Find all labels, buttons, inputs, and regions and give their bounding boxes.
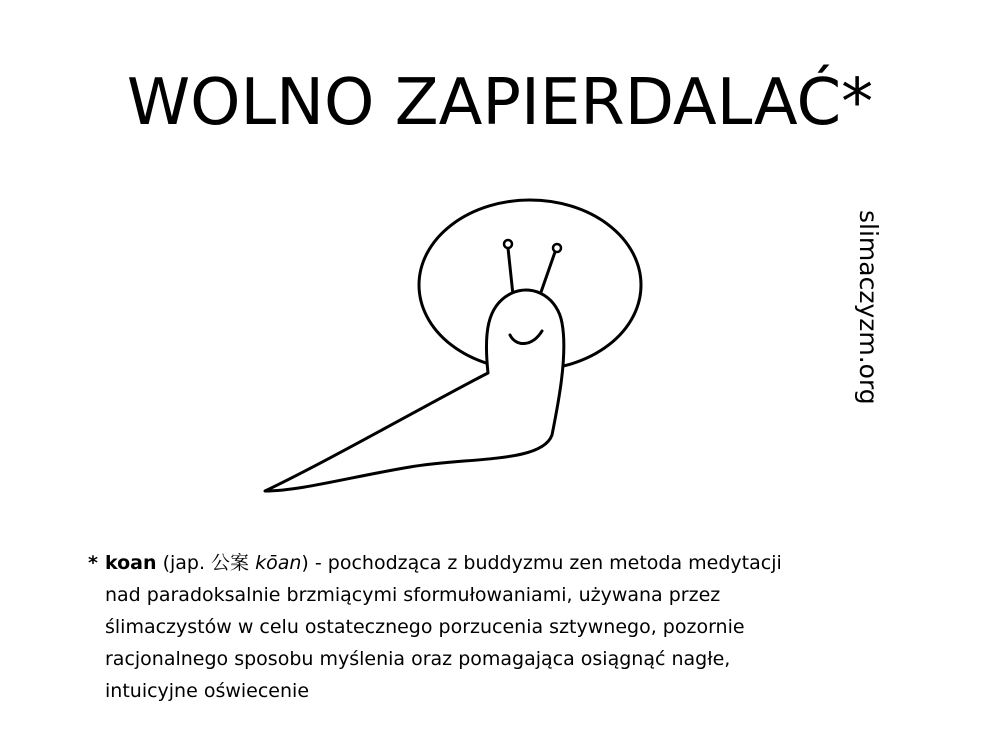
footnote-term: koan <box>105 552 157 574</box>
snail-body <box>265 290 564 491</box>
snail-eye-left <box>504 240 512 248</box>
page-title: WOLNO ZAPIERDALAĆ* <box>126 66 874 140</box>
snail-eye-right <box>553 244 561 252</box>
snail-illustration <box>250 195 650 505</box>
footnote-line1-rest: ) - pochodząca z buddyzmu zen metoda medytacji <box>301 552 782 574</box>
footnote-line-2: nad paradoksalnie brzmiącymi sformułowaniami, używana przez <box>105 584 721 606</box>
footnote-line-5: intuicyjne oświecenie <box>105 680 310 702</box>
footnote-line-1 <box>88 547 948 579</box>
footnote-kanji: 公案 <box>211 552 250 574</box>
footnote-open-paren: (jap. <box>156 552 212 574</box>
footnote <box>88 547 948 707</box>
footnote-line-4: racjonalnego sposobu myślenia oraz pomagająca osiągnąć nagłe, <box>105 648 731 670</box>
footnote-line-3: ślimaczystów w celu ostatecznego porzucenia sztywnego, pozornie <box>105 616 745 638</box>
asterisk-marker: * <box>88 552 98 574</box>
website-vertical-text: slimaczyzm.org <box>854 210 883 405</box>
footnote-reading: kōan <box>255 552 302 574</box>
